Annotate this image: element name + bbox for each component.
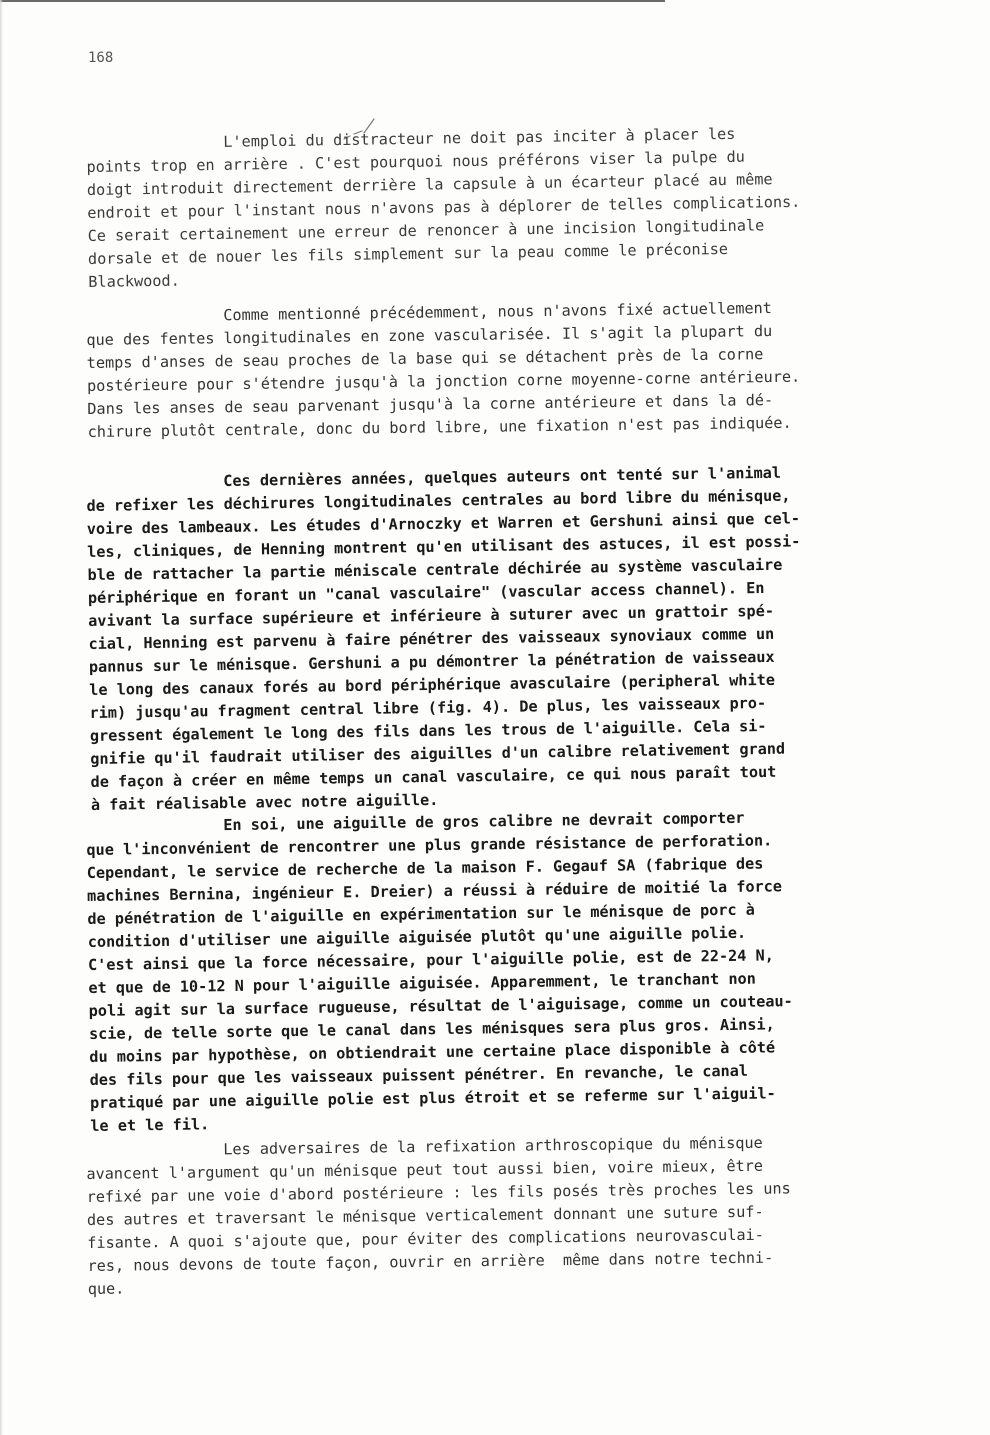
paragraph-1 [86, 120, 928, 294]
text-line: scie, de telle sorte que le canal dans les ménisques sera plus gros. Ainsi, [88, 1015, 775, 1043]
text-line: Ce serait certainement une erreur de renoncer à une incision longitudinale [87, 216, 765, 245]
text-line: fisante. A quoi s'ajoute que, pour éviter des complications neurovasculai- [87, 1225, 764, 1252]
text-line: dorsale et de nouer les fils simplement sur la peau comme le préconise [87, 239, 729, 268]
text-line: gnifie qu'il faudrait utiliser des aiguilles d'un calibre relativement grand [90, 739, 786, 768]
text-line: des fils pour que les vaisseaux puissent pénétrer. En revanche, le canal [89, 1061, 749, 1089]
text-line: En soi, une aiguille de gros calibre ne devrait comporter [86, 808, 745, 836]
text-line: Blackwood. [88, 271, 180, 291]
text-line: le long des canaux forés au bord périphérique avasculaire (peripheral white [89, 670, 776, 699]
text-line: chirure plutôt centrale, donc du bord libre, une fixation n'est pas indiquée. [87, 413, 792, 441]
text-line: res, nous devons de toute façon, ouvrir en arrière même dans notre techni- [87, 1248, 774, 1275]
text-line: Cependant, le service de recherche de la maison F. Gegauf SA (fabrique des [86, 854, 764, 882]
text-line: gressent également le long des fils dans les trous de l'aiguille. Cela si- [89, 716, 767, 745]
paragraph-5 [86, 1130, 928, 1301]
text-line: L'emploi du distracteur ne doit pas inciter à placer les [86, 124, 736, 153]
text-line: de façon à créer en même temps un canal vasculaire, ce qui nous paraît tout [90, 762, 777, 791]
text-line: avancent l'argument qu'un ménisque peut tout aussi bien, voire mieux, être [86, 1156, 764, 1183]
text-line: des autres et traversant le ménisque verticalement donnant une suture suf- [86, 1202, 764, 1229]
text-line: postérieure pour s'étendre jusqu'à la jonction corne moyenne-corne antérieure. [86, 367, 801, 395]
text-line: les, cliniques, de Henning montrent qu'en utilisant des astuces, il est possi- [87, 532, 801, 561]
text-line: avivant la surface supérieure et inférieure à suturer avec un grattoir spé- [88, 601, 775, 630]
text-line: doigt introduit directement derrière la capsule à un écarteur placé au même [86, 170, 773, 199]
text-line: endroit et pour l'instant nous n'avons pas à déplorer de telles complications. [87, 192, 801, 222]
text-line: poli agit sur la surface rugueuse, résultat de l'aiguisage, comme un couteau- [88, 992, 793, 1020]
text-line: ble de rattacher la partie méniscale centrale déchirée au système vasculaire [87, 555, 783, 584]
text-line: que des fentes longitudinales en zone vascularisée. Il s'agit la plupart du [86, 322, 773, 349]
text-line: voire des lambeaux. Les études d'Arnoczky et Warren et Gershuni ainsi que cel- [86, 509, 801, 538]
text-line: à fait réalisable avec notre aiguille. [90, 790, 439, 814]
text-line: refixé par une voie d'abord postérieure : les fils posés très proches les uns [86, 1179, 791, 1206]
text-line: pratiqué par une aiguille polie est plus étroit et se referme sur l'aiguil- [89, 1084, 776, 1112]
text-line: temps d'anses de seau proches de la base qui se détachent près de la corne [86, 345, 764, 372]
top-edge-rule [0, 0, 665, 2]
text-line: et que de 10-12 N pour l'aiguille aiguisée. Apparemment, le tranchant non [88, 969, 756, 997]
text-line: condition d'utiliser une aiguille aiguisée plutôt qu'une aiguille polie. [87, 923, 747, 951]
paragraph-3 [86, 460, 931, 817]
text-line: Les adversaires de la refixation arthroscopique du ménisque [86, 1133, 763, 1160]
text-line: de pénétration de l'aiguille en expérimentation sur le ménisque de porc à [87, 900, 755, 928]
scan-edge-shadow [0, 0, 3, 1435]
paragraph-4 [86, 804, 930, 1138]
text-line: pannus sur le ménisque. Gershuni a pu démontrer la pénétration de vaisseaux [88, 647, 775, 676]
text-line: Comme mentionné précédemment, nous n'avons fixé actuellement [86, 299, 772, 326]
text-line: que l'inconvénient de rencontrer une plus grande résistance de perforation. [86, 831, 773, 859]
page-number: 168 [88, 50, 114, 66]
text-line: Ces dernières années, quelques auteurs ont tenté sur l'animal [86, 463, 782, 492]
text-line: C'est ainsi que la force nécessaire, pour l'aiguille polie, est de 22-24 N, [87, 946, 774, 974]
text-line: du moins par hypothèse, on obtiendrait une certaine place disponible à côté [89, 1038, 776, 1066]
text-line: Dans les anses de seau parvenant jusqu'à la corne antérieure et dans la dé- [87, 391, 774, 418]
text-line: de refixer les déchirures longitudinales centrales au bord libre du ménisque, [86, 486, 791, 515]
text-line: périphérique en forant un "canal vasculaire" (vascular access channel). En [87, 578, 765, 607]
text-line: points trop en arrière . C'est pourquoi nous préférons viser la pulpe du [86, 147, 745, 176]
paragraph-2 [86, 295, 928, 444]
text-line: le et le fil. [90, 1115, 210, 1135]
text-line: cial, Henning est parvenu à faire pénétrer des vaisseaux synoviaux comme un [88, 624, 775, 653]
text-line: machines Bernina, ingénieur E. Dreier) a réussi à réduire de moitié la force [86, 877, 783, 905]
text-line: rim) jusqu'au fragment central libre (fig. 4). De plus, les vaisseaux pro- [89, 693, 767, 722]
text-line: que. [87, 1279, 125, 1298]
